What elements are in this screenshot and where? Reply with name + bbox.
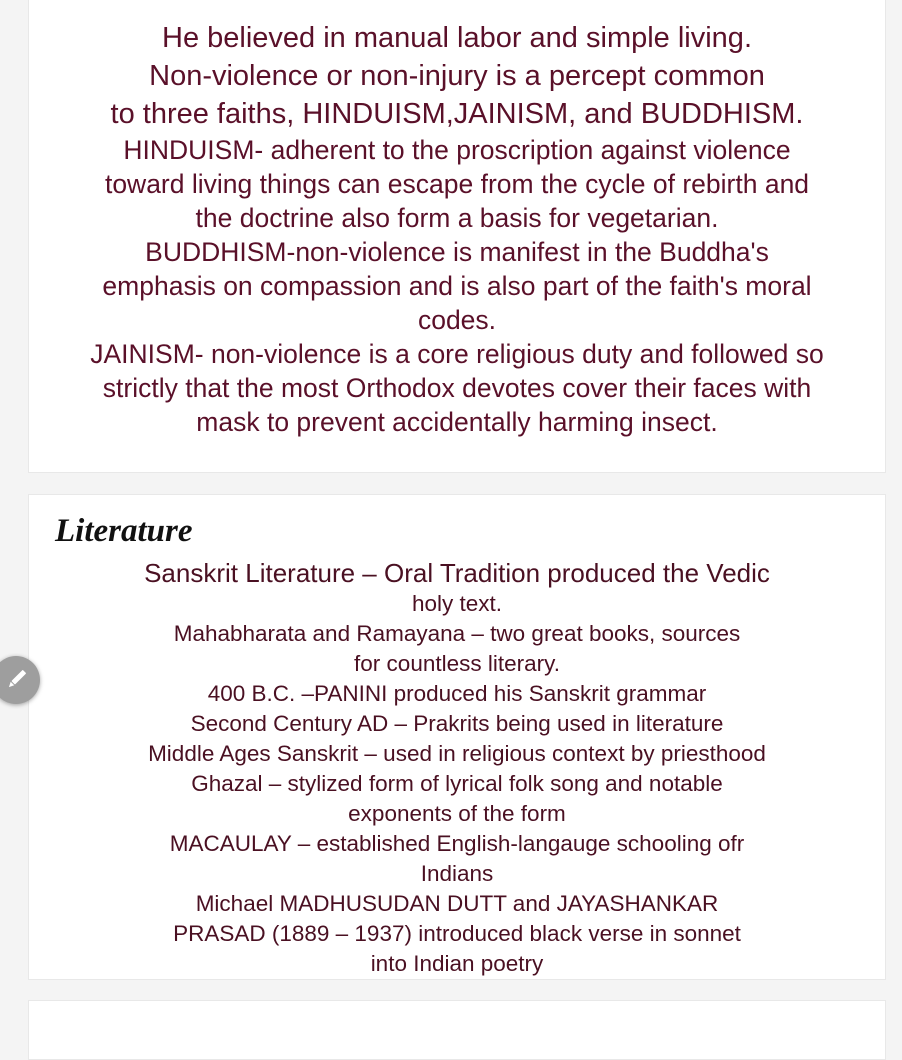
- text-line: exponents of the form: [348, 801, 566, 826]
- pencil-icon: [6, 669, 26, 691]
- text-line: Mahabharata and Ramayana – two great books, sources: [173, 621, 741, 646]
- text-line: strictly that the most Orthodox devotes cover their faces with: [102, 373, 812, 403]
- text-card-nonviolence: [28, 0, 886, 473]
- text-line: to three faiths, HINDUISM,JAINISM, and BUDDHISM.: [110, 98, 804, 130]
- text-line: emphasis on compassion and is also part of the faith's moral: [102, 271, 812, 301]
- text-line: MACAULAY – established English-langauge schooling ofr: [169, 831, 745, 856]
- text-line: 400 B.C. –PANINI produced his Sanskrit grammar: [207, 681, 707, 706]
- text-line: for countless literary.: [354, 651, 560, 676]
- text-line: the doctrine also form a basis for vegetarian.: [195, 203, 719, 233]
- text-line: Middle Ages Sanskrit – used in religious context by priesthood: [148, 741, 766, 766]
- text-line: JAINISM- non-violence is a core religious duty and followed so: [90, 339, 824, 369]
- text-line: Non-violence or non-injury is a percept common: [149, 60, 765, 92]
- text-line: HINDUISM- adherent to the proscription against violence: [123, 135, 791, 165]
- text-line: mask to prevent accidentally harming insect.: [196, 407, 718, 437]
- text-line: into Indian poetry: [370, 951, 544, 976]
- literature-card: [28, 494, 886, 980]
- text-line: holy text.: [411, 591, 503, 616]
- text-line: Michael MADHUSUDAN DUTT and JAYASHANKAR: [195, 891, 719, 916]
- text-line: Indians: [420, 861, 494, 886]
- text-line: Sanskrit Literature – Oral Tradition produced the Vedic: [144, 558, 770, 588]
- text-line: Second Century AD – Prakrits being used in literature: [190, 711, 724, 736]
- literature-heading: Literature: [55, 513, 193, 549]
- text-line: Ghazal – stylized form of lyrical folk song and notable: [191, 771, 723, 796]
- text-line: PRASAD (1889 – 1937) introduced black verse in sonnet: [173, 921, 741, 946]
- text-line: He believed in manual labor and simple living.: [162, 22, 752, 54]
- text-line: toward living things can escape from the cycle of rebirth and: [104, 169, 810, 199]
- literature-paragraph: [29, 557, 885, 979]
- nonviolence-paragraph: [29, 19, 885, 439]
- text-line: codes.: [417, 305, 497, 335]
- text-line: BUDDHISM-non-violence is manifest in the Buddha's: [145, 237, 769, 267]
- next-card: [28, 1000, 886, 1060]
